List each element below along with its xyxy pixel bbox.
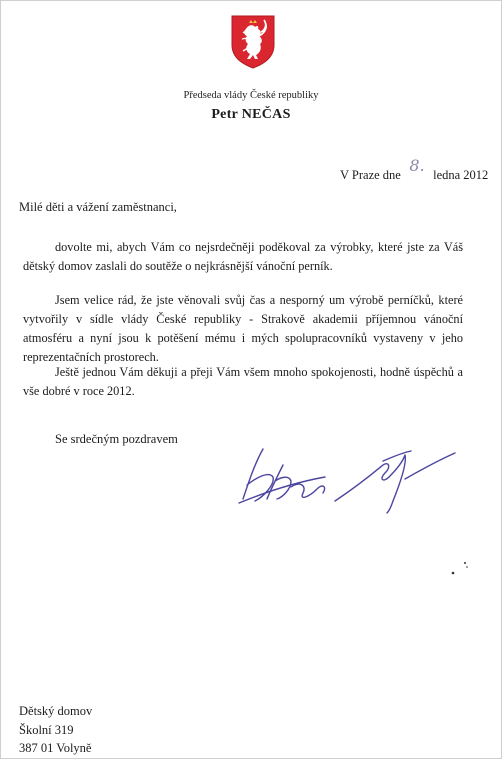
address-line: Dětský domov (19, 704, 93, 718)
sender-name: Petr NEČAS (211, 107, 291, 122)
letter-date (340, 156, 489, 183)
handwritten-signature (233, 441, 463, 516)
recipient-address (19, 702, 92, 758)
body-paragraph: Jsem velice rád, že jste věnovali svůj čas a nesporný um výrobě perníčků, které vytvořily v sídle vlády České republiky - Strakově akademii příjemnou vánoční atmosféru a nyní jsou k potěšení mému i mých spolupracovníků vystaveny v jeho reprezentačních prostorech. (23, 293, 463, 364)
body-paragraph: dovolte mi, abych Vám co nejsrdečněji poděkoval za výrobky, které jste za Váš dětský domov zaslali do soutěže o nejkrásnější vánoční perník. (23, 240, 463, 273)
date-prefix: V Praze dne (340, 168, 401, 182)
date-day-handwritten: 8. (409, 156, 425, 175)
closing-line: Se srdečným pozdravem (55, 432, 178, 446)
salutation: Milé děti a vážení zaměstnanci, (19, 200, 177, 214)
czech-coat-of-arms-icon (231, 15, 275, 69)
body-paragraph: Ještě jednou Vám děkuji a přeji Vám všem mnoho spokojenosti, hodně úspěchů a vše dobré v roce 2012. (23, 365, 463, 398)
address-line: Školní 319 (19, 722, 74, 737)
date-suffix: ledna 2012 (433, 168, 489, 182)
ink-specks (447, 557, 477, 579)
office-title: Předseda vlády České republiky (183, 90, 319, 101)
address-line: 387 01 Volyně (19, 741, 92, 755)
